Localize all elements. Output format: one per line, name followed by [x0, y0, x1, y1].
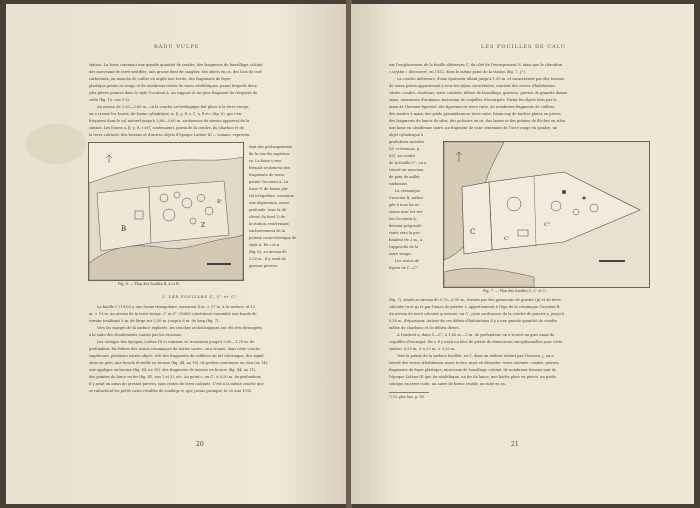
page-number-right: 21	[511, 441, 519, 448]
text-line: aires en grès, une boucle d'oreille en bronze (fig. 44, no 18), de petites couronnes en clou (no 14),	[89, 361, 269, 365]
text-line: fondeur de 2 m., à	[389, 238, 423, 242]
text-line: des morceaux de terre sextifiée, une grosse dent de sanglier, des objets en os, des bois de cerf	[89, 70, 262, 74]
text-line: « scythe » découvert, en 1932, dans le même point de la station (fig. 7, γ¹).	[389, 70, 526, 74]
text-line: fermait seulement des	[249, 166, 290, 170]
text-line: jolis pièces peintes dans le style Cucuteni A, un support et un gros fragment de récipient de	[89, 91, 258, 95]
left-page	[6, 4, 347, 504]
text-line: culte (fig. 13, nos 1-2).	[89, 98, 131, 102]
text-line: sur l'emplacement de la fouille ultérieure C, du côté de l'escarpement N, ainsi que le chaudron	[389, 63, 563, 67]
text-line: carbonisé.	[389, 182, 408, 186]
footnote: ¹) Cf. plus bas, p. 58.	[389, 395, 425, 399]
excavation-plan-drawing	[444, 142, 649, 287]
text-line: devient prépondé-	[389, 224, 423, 228]
text-line: style A. En ι et κ	[249, 243, 280, 247]
left-text-beside-figure	[249, 144, 311, 270]
text-line: on a creusé les fosses, de forme cylindrique, α, β, γ, δ, ε, ζ, η, θ et ι (fig. 6), qui s'en-	[89, 112, 243, 116]
text-line: de vases peints appartenant à tous les styles cucuténiens, contient des restes d'habitations	[389, 84, 556, 88]
figure-6-caption: Fig. 6. — Plan des fouilles B, à et B'.	[118, 282, 181, 286]
svg-text:B: B	[121, 225, 127, 233]
text-line: variés: cendre, charbons, terre calcinée, débris de bousillage, graviers, pierres de grandes dimen-	[389, 91, 569, 95]
text-line: une lame en obsidienne noire, un fragment de vase contenant de l'ocre rouge en poudre, un	[389, 126, 558, 130]
text-line: A l'endroit u, dans C—C'', à 1,80 m.—2 m. de profondeur, on a trouvé un gros amas de	[397, 333, 555, 337]
section-heading: 3. LES FOUILLES C, C' et C''	[162, 294, 239, 299]
text-line: Au niveau de terre calcinée φ mesure, en C', juste au-dessous de la couche de gravier ρ, jusqu'à	[389, 312, 565, 316]
running-head-right: LES FOUILLES DE CALU	[481, 44, 566, 50]
text-line: 2,25 m., il y avait de	[249, 257, 287, 261]
text-line: main de l'homme figurent: des figurines en terre cuite, de nombreux fragments de cuillers,	[389, 105, 556, 109]
text-line: rante vers la pro-	[389, 231, 421, 235]
text-line: tant des prolongements	[249, 145, 293, 149]
text-line: profondeur. En dehors des restes céramiques de toutes sortes, on a trouvé, dans cette couche	[89, 347, 261, 351]
text-line: 0,50 m. d'épaisseur. Autour de ces débris d'habitations il y a une grande quantité de cendre	[389, 319, 557, 323]
text-line: Vers les marges de la surface explorée, les couches archéologiques ont été très dérangées,	[97, 326, 264, 330]
text-line: (fig. 6), au niveau de	[249, 250, 287, 254]
text-line: la terre calcinée, des tessons et d'autres objets d'époque Latène III — somme, représen-	[89, 133, 251, 137]
text-line: station: 0,55 m. × 0,25 m. × 0,20 m.	[389, 347, 456, 351]
text-line: (fig. 7), situés au niveau de 0,70—0,95 m., formés par des gisements de gravier (p) et de terre	[389, 298, 561, 302]
text-line: une dépression, assez	[249, 201, 289, 205]
text-line: conique en terre cuite, un autre de forme ovoïde, un tube en os.	[389, 382, 506, 386]
text-line: exclusivement de la	[249, 229, 286, 233]
text-line: l'époque Latène III que du néolithique, un fer de lance, une hache plate en pierre, un poids	[389, 375, 556, 379]
text-line: supérieure, plusieurs autres objets, tels des fragments de cuillères en tuf volcanique, des aiguil-	[89, 354, 265, 358]
text-line: terrain totalisant 3 m. de large sur 5,50 m. jusqu'à 8 m. de long (fig. 7).	[89, 319, 220, 323]
text-line: une applique en bronze (fig. 44, no 16), des fragments de miroirs en bronze (fig. 44, no 11),	[89, 368, 257, 372]
text-line: clivité du bord O de	[249, 215, 286, 219]
left-text-bottom	[89, 304, 310, 395]
text-line: poterie caractéristique de	[249, 236, 297, 240]
running-head-left: RADU VULPE	[154, 44, 200, 50]
text-line: coquilles d'escargot. En v, il y avait un bloc de pierre de dimensions exceptionnelles pour cette	[389, 340, 563, 344]
text-line: carbonisés, un manche de cuiller en argile non écrite, des fragments de foyer	[89, 77, 231, 81]
text-line: m. × 13 m. au niveau de la terre vierge. C' et C'' (1940) constituent ensemble une bande de	[89, 312, 257, 316]
right-text-top	[389, 62, 645, 139]
text-line: sions, ossements d'animaux, beaucoup de coquilles d'escargots. Parmi les objets faits par la	[389, 98, 557, 102]
paper-stain	[26, 124, 86, 164]
text-line: Vers la pointe de la surface fouillée, en C, dans un endroit atteint par l'érosion, j, on a	[397, 354, 554, 358]
svg-text:B': B'	[217, 199, 223, 205]
text-line: station. La fosse contenait une grande quantité de cendre, des fragments de bousillage calciné,	[89, 63, 264, 67]
figure-7-caption: Fig. 7. — Plan des fouilles C, C' et C''.	[483, 289, 548, 293]
text-line: terre vierge.	[389, 252, 412, 256]
text-line: tes Cucuteni A,	[389, 217, 417, 221]
text-line: trouvé des restes d'habitation assez riches, mais en désordre: terre calcinée, cendre, pierres,	[389, 361, 560, 365]
text-line: re. La fosse η ren-	[249, 159, 282, 163]
text-line: fonçaient dans le sol naturel jusqu'à 2,60—3,60 m. au-dessous du niveau apparent de la	[89, 119, 250, 123]
text-line: La couche inférieure, d'une épaisseur allant jusqu'à 1,50 m. et caractérisée par des tessons	[397, 77, 565, 81]
text-line: Les restes de	[395, 259, 420, 263]
text-line: objet cylindrique à	[389, 133, 424, 137]
page-number-left: 20	[196, 441, 204, 448]
text-line: La fouille C (1935) a une forme triangulaire, mesurant 4 m. × 17 m. à la surface, et 12	[97, 305, 256, 309]
text-line: profonde, sous la dé-	[249, 208, 288, 212]
text-line: de la couche supérieu-	[249, 152, 291, 156]
text-line: des fragments de lames de silex, des polisoirs en os, des lames et des pointes de flèches en silex,	[389, 119, 567, 123]
text-line: fragments de foyer plastique, morceaux de bousillage calciné, de nombreux tessons tant de	[389, 368, 557, 372]
text-line: des pointes de lance en fer (fig. 41, nos 1 et 3), etc. Au point c, en C', à 0,50 m. de profondeur,	[89, 375, 262, 379]
text-line: calcinée (π et φ) et par l'amas de pierres τ, appartiennent à l'âge de la céramique Cucuteni B.	[389, 305, 561, 309]
text-line: peints Cucuteni A. La	[249, 180, 289, 184]
right-page	[351, 4, 694, 504]
text-line: plastique peints en rouge et de nombreux restes de vases néolithiques, parmi lesquels deux	[89, 84, 257, 88]
left-text-top	[89, 62, 310, 139]
text-line: de la fouille C'', on a	[389, 161, 427, 165]
text-line: 63). Au centre	[389, 154, 416, 158]
svg-text:Z: Z	[201, 222, 206, 229]
text-line: Les vestiges des époques Latène III et romaine se trouvaient jusqu'à 0,80—1,20 m. de	[97, 340, 255, 344]
text-line: mêlée de charbons et de débris divers.	[389, 326, 460, 330]
text-line: station. Les fosses α, β, γ, δ, ε et ζ contenaient, parmi de la cendre, du charbon et de	[89, 126, 244, 130]
text-line: veaux avec les res-	[389, 210, 424, 214]
text-line: foyers de C—C''	[389, 266, 418, 270]
text-line: La céramique	[395, 189, 420, 193]
svg-text:C'': C''	[544, 222, 551, 228]
text-line: il y avait un amas de grosses pierres, sans restes de terre calcinée. C'est à la même couche que	[89, 382, 264, 386]
text-line: à la suite des éboulements causés par les érosions.	[89, 333, 183, 337]
right-text-beside-figure	[389, 139, 439, 272]
figure-6-plan	[88, 142, 244, 281]
text-line: tôt irrégulière, constitue	[249, 194, 294, 198]
text-line: Au niveau de 2,20—2,60 m., où la couche archéologique fait place à la terre vierge,	[97, 105, 250, 109]
svg-text:C': C'	[504, 236, 510, 242]
text-line: grosses pierres.	[249, 264, 279, 268]
text-line: (cf. ci-dessous, p.	[389, 147, 421, 151]
svg-text:C: C	[470, 228, 476, 236]
figure-7-plan	[443, 141, 650, 288]
text-line: de pain de millet	[389, 175, 420, 179]
excavation-plan-drawing	[89, 143, 243, 280]
text-line: trouvé un morceau	[389, 168, 424, 172]
text-line: Cucuteni B, mélan-	[389, 196, 424, 200]
text-line: se rattachent les petits vases résultés du sondage w, que j'avais pratiqué, le 20 mai 1935,	[89, 389, 253, 393]
text-line: fragments de vases	[249, 173, 285, 177]
text-line: fosse θ, de forme plu-	[249, 187, 289, 191]
text-line: la station, renfermant	[249, 222, 289, 226]
footnote-rule	[389, 392, 429, 393]
text-line: gradations incisées	[389, 140, 425, 144]
text-line: des meules à main, des poids pyramidaux en terre cuite, beaucoup de haches plates en pierre,	[389, 112, 562, 116]
text-line: gée à tous les ni-	[389, 203, 420, 207]
text-line: l'approche de la	[389, 245, 419, 249]
right-text-bottom	[389, 297, 645, 388]
